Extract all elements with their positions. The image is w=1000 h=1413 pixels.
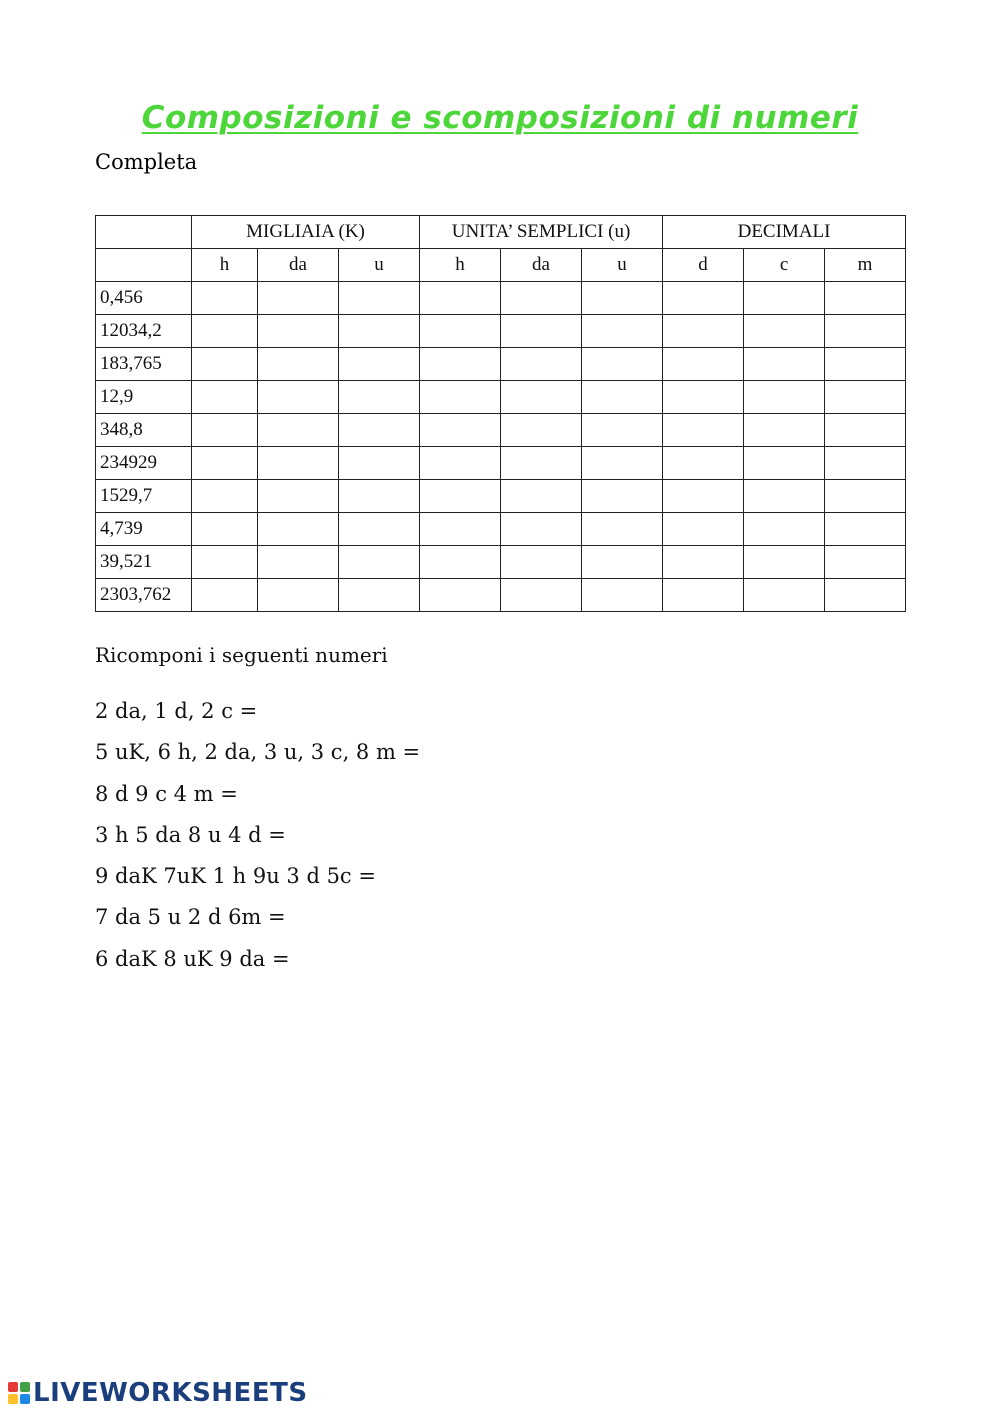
row-number: 348,8 xyxy=(96,414,192,447)
exercise-item: 5 uK, 6 h, 2 da, 3 u, 3 c, 8 m = xyxy=(95,740,421,765)
answer-cell[interactable] xyxy=(501,546,582,579)
row-number: 2303,762 xyxy=(96,579,192,612)
table-row xyxy=(96,546,906,579)
answer-cell[interactable] xyxy=(258,513,339,546)
answer-cell[interactable] xyxy=(192,579,258,612)
worksheet-title: Composizioni e scomposizioni di numeri xyxy=(141,100,859,136)
answer-cell[interactable] xyxy=(192,447,258,480)
answer-cell[interactable] xyxy=(825,414,906,447)
answer-cell[interactable] xyxy=(663,348,744,381)
answer-cell[interactable] xyxy=(258,348,339,381)
answer-cell[interactable] xyxy=(192,282,258,315)
answer-cell[interactable] xyxy=(582,381,663,414)
column-header: u xyxy=(339,249,420,282)
group-header-unita: UNITA’ SEMPLICI (u) xyxy=(420,216,663,249)
answer-cell[interactable] xyxy=(192,546,258,579)
answer-cell[interactable] xyxy=(663,579,744,612)
answer-cell[interactable] xyxy=(582,447,663,480)
brand-name: LIVEWORKSHEETS xyxy=(33,1378,308,1408)
answer-cell[interactable] xyxy=(744,348,825,381)
answer-cell[interactable] xyxy=(582,414,663,447)
answer-cell[interactable] xyxy=(420,480,501,513)
answer-cell[interactable] xyxy=(582,546,663,579)
group-header-migliaia: MIGLIAIA (K) xyxy=(192,216,420,249)
answer-cell[interactable] xyxy=(258,579,339,612)
table-row xyxy=(96,315,906,348)
answer-cell[interactable] xyxy=(420,579,501,612)
table-body xyxy=(96,282,906,612)
logo-squares-icon xyxy=(8,1382,30,1404)
answer-cell[interactable] xyxy=(258,282,339,315)
answer-cell[interactable] xyxy=(663,414,744,447)
answer-cell[interactable] xyxy=(825,282,906,315)
answer-cell[interactable] xyxy=(582,282,663,315)
answer-cell[interactable] xyxy=(744,282,825,315)
table-row xyxy=(96,348,906,381)
column-header-row xyxy=(96,249,906,282)
answer-cell[interactable] xyxy=(663,513,744,546)
exercise-item: 8 d 9 c 4 m = xyxy=(95,781,238,806)
answer-cell[interactable] xyxy=(339,447,420,480)
answer-cell[interactable] xyxy=(420,447,501,480)
answer-cell[interactable] xyxy=(825,348,906,381)
answer-cell[interactable] xyxy=(582,348,663,381)
answer-cell[interactable] xyxy=(744,414,825,447)
table-row xyxy=(96,381,906,414)
answer-cell[interactable] xyxy=(339,381,420,414)
exercise-list xyxy=(95,696,420,985)
answer-cell[interactable] xyxy=(339,480,420,513)
answer-cell[interactable] xyxy=(258,414,339,447)
answer-cell[interactable] xyxy=(501,414,582,447)
answer-cell[interactable] xyxy=(339,546,420,579)
answer-cell[interactable] xyxy=(420,348,501,381)
answer-cell[interactable] xyxy=(339,282,420,315)
answer-cell[interactable] xyxy=(582,579,663,612)
answer-cell[interactable] xyxy=(192,513,258,546)
answer-cell[interactable] xyxy=(825,546,906,579)
answer-cell[interactable] xyxy=(192,480,258,513)
answer-cell[interactable] xyxy=(501,315,582,348)
answer-cell[interactable] xyxy=(825,579,906,612)
exercise-item: 7 da 5 u 2 d 6m = xyxy=(95,905,286,930)
exercise-item: 2 da, 1 d, 2 c = xyxy=(95,699,258,723)
answer-cell[interactable] xyxy=(744,513,825,546)
liveworksheets-logo[interactable] xyxy=(8,1378,308,1408)
answer-cell[interactable] xyxy=(825,480,906,513)
answer-cell[interactable] xyxy=(825,513,906,546)
column-header: d xyxy=(663,249,744,282)
answer-cell[interactable] xyxy=(501,381,582,414)
answer-cell[interactable] xyxy=(258,480,339,513)
instruction-ricomponi: Ricomponi i seguenti numeri xyxy=(95,643,388,667)
answer-cell[interactable] xyxy=(663,315,744,348)
table-row xyxy=(96,414,906,447)
place-value-table xyxy=(95,215,906,612)
column-header: da xyxy=(501,249,582,282)
answer-cell[interactable] xyxy=(582,513,663,546)
logo-square xyxy=(8,1394,18,1404)
exercise-item: 3 h 5 da 8 u 4 d = xyxy=(95,822,286,847)
row-number: 1529,7 xyxy=(96,480,192,513)
column-header: m xyxy=(825,249,906,282)
answer-cell[interactable] xyxy=(339,513,420,546)
answer-cell[interactable] xyxy=(339,579,420,612)
column-header: h xyxy=(192,249,258,282)
table-row xyxy=(96,480,906,513)
answer-cell[interactable] xyxy=(420,513,501,546)
answer-cell[interactable] xyxy=(501,480,582,513)
answer-cell[interactable] xyxy=(192,315,258,348)
answer-cell[interactable] xyxy=(420,282,501,315)
answer-cell[interactable] xyxy=(825,381,906,414)
column-header: c xyxy=(744,249,825,282)
answer-cell[interactable] xyxy=(339,315,420,348)
row-number: 0,456 xyxy=(96,282,192,315)
answer-cell[interactable] xyxy=(339,348,420,381)
answer-cell[interactable] xyxy=(501,282,582,315)
answer-cell[interactable] xyxy=(663,480,744,513)
table-row xyxy=(96,282,906,315)
answer-cell[interactable] xyxy=(744,546,825,579)
answer-cell[interactable] xyxy=(420,546,501,579)
answer-cell[interactable] xyxy=(663,447,744,480)
answer-cell[interactable] xyxy=(258,381,339,414)
row-number: 183,765 xyxy=(96,348,192,381)
exercise-item: 6 daK 8 uK 9 da = xyxy=(95,946,290,971)
table-row xyxy=(96,447,906,480)
answer-cell[interactable] xyxy=(258,447,339,480)
row-number: 4,739 xyxy=(96,513,192,546)
answer-cell[interactable] xyxy=(663,381,744,414)
answer-cell[interactable] xyxy=(258,315,339,348)
answer-cell[interactable] xyxy=(582,315,663,348)
answer-cell[interactable] xyxy=(501,513,582,546)
answer-cell[interactable] xyxy=(825,447,906,480)
column-header: h xyxy=(420,249,501,282)
answer-cell[interactable] xyxy=(192,414,258,447)
answer-cell[interactable] xyxy=(501,348,582,381)
table-row xyxy=(96,513,906,546)
logo-square xyxy=(20,1382,30,1392)
answer-cell[interactable] xyxy=(744,447,825,480)
answer-cell[interactable] xyxy=(744,381,825,414)
row-number: 39,521 xyxy=(96,546,192,579)
answer-cell[interactable] xyxy=(192,381,258,414)
exercise-item: 9 daK 7uK 1 h 9u 3 d 5c = xyxy=(95,864,376,889)
answer-cell[interactable] xyxy=(420,381,501,414)
corner-cell xyxy=(96,216,192,249)
group-header-decimali: DECIMALI xyxy=(663,216,906,249)
answer-cell[interactable] xyxy=(663,282,744,315)
answer-cell[interactable] xyxy=(663,546,744,579)
answer-cell[interactable] xyxy=(258,546,339,579)
row-number: 234929 xyxy=(96,447,192,480)
column-header: da xyxy=(258,249,339,282)
answer-cell[interactable] xyxy=(192,348,258,381)
answer-cell[interactable] xyxy=(501,579,582,612)
answer-cell[interactable] xyxy=(744,480,825,513)
group-header-row xyxy=(96,216,906,249)
answer-cell[interactable] xyxy=(744,315,825,348)
logo-square xyxy=(20,1394,30,1404)
answer-cell[interactable] xyxy=(420,414,501,447)
answer-cell[interactable] xyxy=(825,315,906,348)
answer-cell[interactable] xyxy=(501,447,582,480)
row-number: 12034,2 xyxy=(96,315,192,348)
answer-cell[interactable] xyxy=(582,480,663,513)
table-row xyxy=(96,579,906,612)
logo-square xyxy=(8,1382,18,1392)
column-header: u xyxy=(582,249,663,282)
row-number: 12,9 xyxy=(96,381,192,414)
answer-cell[interactable] xyxy=(744,579,825,612)
answer-cell[interactable] xyxy=(339,414,420,447)
answer-cell[interactable] xyxy=(420,315,501,348)
corner-cell xyxy=(96,249,192,282)
instruction-completa: Completa xyxy=(95,150,198,174)
